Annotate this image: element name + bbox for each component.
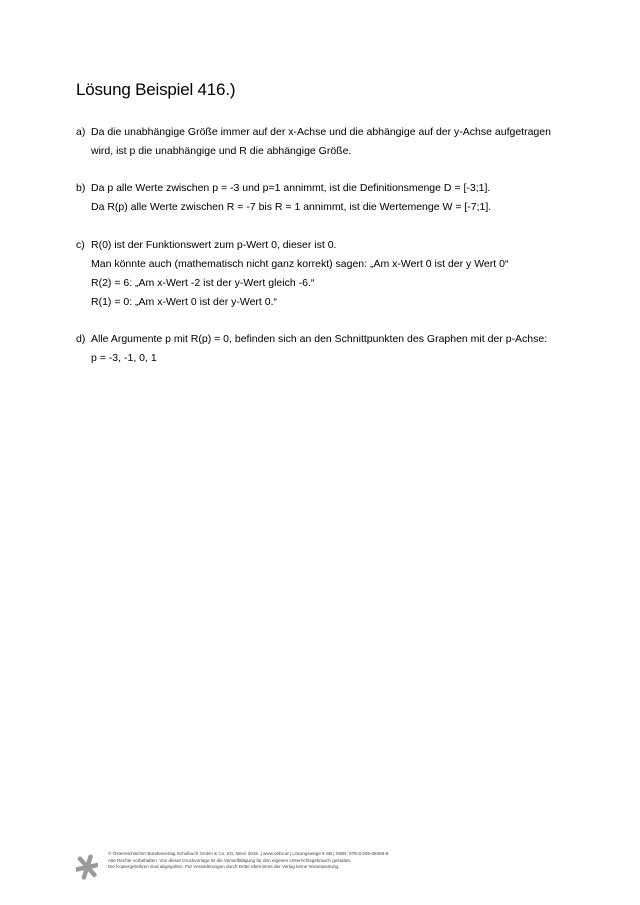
section-c: [76, 236, 508, 312]
section-b: [76, 179, 491, 217]
page-footer: [76, 851, 388, 880]
section-line: Man könnte auch (mathematisch nicht ganz korrekt) sagen: „Am x-Wert 0 ist der y Wert 0“: [91, 258, 509, 270]
section-marker: b): [76, 182, 86, 194]
section-line: R(1) = 0: „Am x-Wert 0 ist der y-Wert 0.“: [91, 296, 278, 308]
section-a: [76, 123, 551, 161]
section-line: a) Da die unabhängige Größe immer auf der x-Achse und die abhängige auf der y-Achse aufgetragen: [76, 123, 551, 142]
copyright-notice: © Österreichischer Bundesverlag Schulbuch GmbH & Co. KG, Wien 2015. | www.oebv.at | Lösungswege 5 SB | ISBN: 978-3-209-08466-8 Alle Rechte vorbehalten. Von dieser Druckvorlage ist die Vervielfältigung für den eigenen Unterrichtsgebrauch gestattet. Die Kopiergebühren sind abgegolten. Für Veränderungen durch Dritte übernimmt der Verlag keine Verantwortung.: [108, 851, 389, 869]
section-line: Da R(p) alle Werte zwischen R = -7 bis R = 1 annimmt, ist die Wertemenge W = [-7;1].: [91, 201, 492, 213]
section-line: R(2) = 6: „Am x-Wert -2 ist der y-Wert gleich -6.“: [91, 277, 315, 289]
section-d: [76, 330, 547, 368]
section-marker: c): [76, 239, 85, 251]
page-title: Lösung Beispiel 416.): [76, 80, 236, 99]
section-line: c) R(0) ist der Funktionswert zum p-Wert 0, dieser ist 0.: [76, 236, 508, 255]
section-line: b) Da p alle Werte zwischen p = -3 und p=1 annimmt, ist die Definitionsmenge D = [-3;1].: [76, 179, 491, 198]
section-line: wird, ist p die unabhängige und R die abhängige Größe.: [91, 145, 352, 157]
section-line: p = -3, -1, 0, 1: [91, 352, 157, 364]
oebv-star-logo-icon: [76, 854, 98, 880]
section-line: d) Alle Argumente p mit R(p) = 0, befinden sich an den Schnittpunkten des Graphen mit der p-Achse:: [76, 330, 547, 349]
section-marker: d): [76, 333, 86, 345]
section-marker: a): [76, 126, 86, 138]
